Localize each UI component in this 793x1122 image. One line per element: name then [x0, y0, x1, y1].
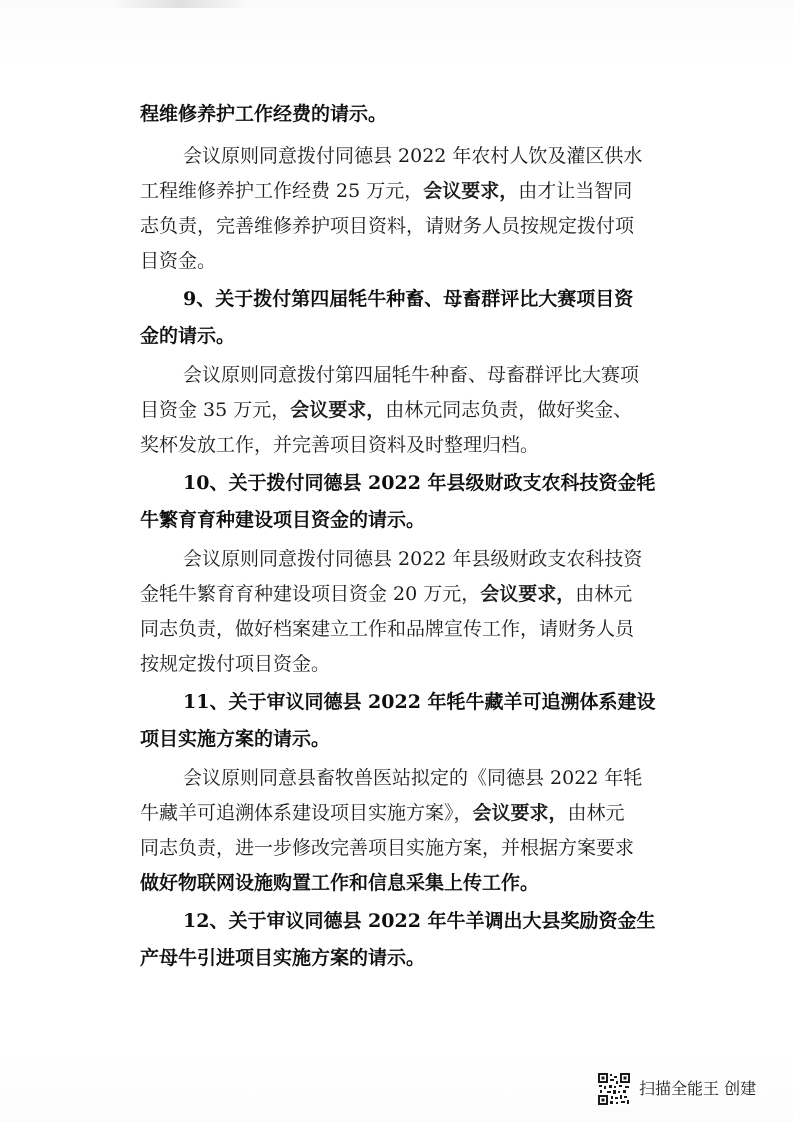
- text-line-16: [140, 646, 680, 682]
- line-text: 11、关于审议同德县 2022 年牦牛藏羊可追溯体系建设: [183, 691, 656, 713]
- text-line-9: [140, 392, 680, 428]
- scanner-watermark: [597, 1070, 777, 1110]
- line-tail-text: 由林元同志负责，做好奖金、: [385, 399, 633, 421]
- line-text: 金的请示。: [140, 325, 236, 347]
- line-text: 按规定拨付项目资金。: [140, 653, 331, 675]
- line-text: 做好物联网设施购置工作和信息采集上传工作。: [140, 872, 540, 894]
- item-12-heading-line-1: [183, 903, 723, 939]
- item-11-heading-line-1: [183, 684, 723, 720]
- item-10-heading-line-1: [183, 465, 723, 501]
- line-bold-text: 会议要求，: [472, 802, 568, 824]
- line-text: 目资金 35 万元，: [140, 399, 291, 421]
- line-tail-text: 由林元: [567, 802, 625, 824]
- line-bold-text: 会议要求，: [290, 399, 386, 421]
- item-12-heading-line-2: [140, 940, 680, 976]
- line-bold-text: 会议要求，: [423, 180, 519, 202]
- line-text: 同志负责，做好档案建立工作和品牌宣传工作，请财务人员: [140, 618, 635, 640]
- text-line-3: [140, 173, 680, 209]
- text-line-4: [140, 208, 680, 244]
- line-text: 10、关于拨付同德县 2022 年县级财政支农科技资金牦: [183, 472, 656, 494]
- qr-code-icon: [597, 1072, 631, 1106]
- text-line-15: [140, 611, 680, 647]
- text-line-14: [140, 576, 680, 612]
- text-line-19: [183, 760, 723, 796]
- line-tail-text: 由才让当智同: [518, 180, 633, 202]
- line-tail-text: 由林元: [575, 583, 633, 605]
- item-9-heading-line-2: [140, 318, 680, 354]
- text-line-21: [140, 830, 680, 866]
- line-text: 会议原则同意拨付同德县 2022 年县级财政支农科技资: [183, 548, 643, 570]
- line-text: 12、关于审议同德县 2022 年牛羊调出大县奖励资金生: [183, 910, 656, 932]
- line-text: 项目实施方案的请示。: [140, 728, 331, 750]
- line-text: 9、关于拨付第四届牦牛种畜、母畜群评比大赛项目资: [183, 288, 634, 310]
- text-line-20: [140, 795, 680, 831]
- line-text: 会议原则同意拨付同德县 2022 年农村人饮及灌区供水: [183, 145, 643, 167]
- text-line-8: [183, 357, 723, 393]
- line-text: 牛繁育育种建设项目资金的请示。: [140, 509, 426, 531]
- line-text: 奖杯发放工作，并完善项目资料及时整理归档。: [140, 434, 540, 456]
- text-line-1: [140, 96, 680, 132]
- item-11-heading-line-2: [140, 721, 680, 757]
- line-text: 会议原则同意县畜牧兽医站拟定的《同德县 2022 年牦: [183, 767, 643, 789]
- item-10-heading-line-2: [140, 502, 680, 538]
- line-text: 产母牛引进项目实施方案的请示。: [140, 947, 426, 969]
- line-text: 同志负责，进一步修改完善项目实施方案，并根据方案要求: [140, 837, 635, 859]
- line-text: 牛藏羊可追溯体系建设项目实施方案》，: [140, 802, 473, 824]
- line-text: 志负责，完善维修养护项目资料，请财务人员按规定拨付项: [140, 215, 635, 237]
- line-text: 金牦牛繁育育种建设项目资金 20 万元，: [140, 583, 481, 605]
- line-text: 工程维修养护工作经费 25 万元，: [140, 180, 424, 202]
- line-text: 目资金。: [140, 250, 217, 272]
- text-line-22: [140, 865, 680, 901]
- text-line-2: [183, 138, 723, 174]
- item-9-heading-line-1: [183, 281, 723, 317]
- text-line-10: [140, 427, 680, 463]
- scanner-brand-label: 扫描全能王 创建: [639, 1079, 757, 1098]
- line-text: 程维修养护工作经费的请示。: [140, 103, 388, 125]
- line-text: 会议原则同意拨付第四届牦牛种畜、母畜群评比大赛项: [183, 364, 640, 386]
- line-bold-text: 会议要求，: [480, 583, 576, 605]
- text-line-5: [140, 243, 680, 279]
- text-line-13: [183, 541, 723, 577]
